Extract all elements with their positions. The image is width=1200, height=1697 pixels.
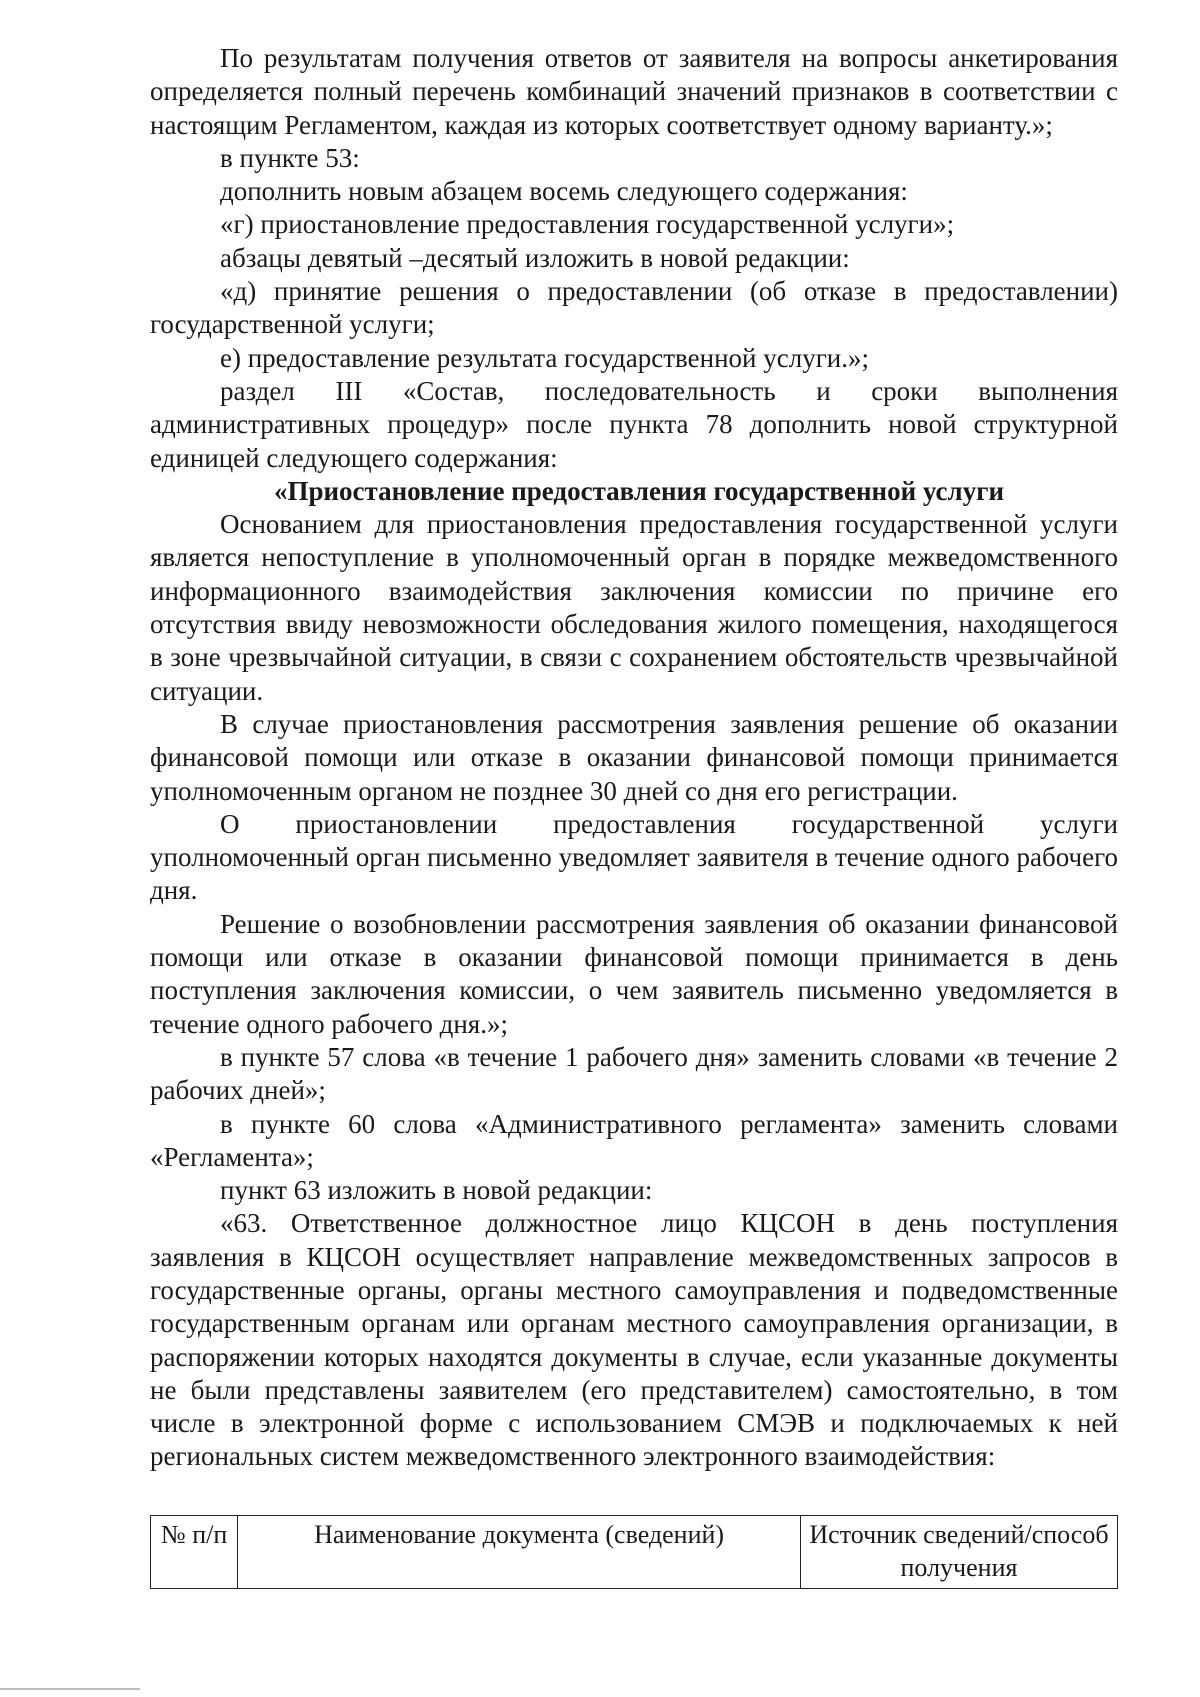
paragraph: Основанием для приостановления предоставления государственной услуги является непоступление в уполномоченный орган в порядке межведомственного информационного взаимодействия заключения комиссии по причине его отсутствия ввиду невозможности обследования жилого помещения, находящегося в зоне чрезвычайной ситуации, в связи с сохранением обстоятельств чрезвычайной ситуации. (150, 509, 1118, 706)
paragraph: «д) принятие решения о предоставлении (об отказе в предоставлении) государственной услуги; (150, 276, 1118, 340)
column-source-header: Источник сведений/способ получения (800, 1516, 1117, 1589)
column-number-header: № п/п (151, 1516, 238, 1589)
paragraph: в пункте 53: (220, 142, 360, 173)
paragraph: «г) приостановление предоставления государственной услуги»; (220, 209, 955, 240)
documents-table (150, 1515, 1118, 1589)
paragraph: е) предоставление результата государственной услуги.»; (220, 342, 869, 373)
paragraph: абзацы девятый –десятый изложить в новой редакции: (220, 242, 850, 273)
section-heading: «Приостановление предоставления государственной услуги (273, 475, 1005, 506)
document-body (150, 42, 1118, 1474)
paragraph: В случае приостановления рассмотрения заявления решение об оказании финансовой помощи или отказе в оказании финансовой помощи принимается уполномоченным органом не позднее 30 дней со дня его регистрации. (150, 708, 1118, 806)
paragraph: раздел III «Состав, последовательность и сроки выполнения административных процедур» после пункта 78 дополнить новой структурной единицей следующего содержания: (150, 375, 1118, 473)
table-header-row (151, 1516, 1118, 1589)
paragraph: в пункте 57 слова «в течение 1 рабочего дня» заменить словами «в течение 2 рабочих дней»; (150, 1041, 1118, 1106)
paragraph: в пункте 60 слова «Административного регламента» заменить словами «Регламента»; (150, 1108, 1118, 1172)
paragraph: дополнить новым абзацем восемь следующего содержания: (220, 176, 908, 207)
paragraph: «63. Ответственное должностное лицо КЦСОН в день поступления заявления в КЦСОН осуществляет направление межведомственных запросов в государственные органы, органы местного самоуправления и подведомственные государственным органам или органам местного самоуправления организации, в распоряжении которых находятся документы в случае, если указанные документы не были представлены заявителем (его представителем) самостоятельно, в том числе в электронной форме с использованием СМЭВ и подключаемых к ней региональных систем межведомственного электронного взаимодействия: (150, 1208, 1118, 1472)
paragraph: О приостановлении предоставления государственной услуги уполномоченный орган письменно уведомляет заявителя в течение одного рабочего дня. (150, 808, 1118, 906)
scan-edge-mark (0, 1688, 140, 1690)
paragraph: пункт 63 изложить в новой редакции: (220, 1175, 653, 1206)
paragraph: По результатам получения ответов от заявителя на вопросы анкетирования определяется полный перечень комбинаций значений признаков в соответствии с настоящим Регламентом, каждая из которых соответствует одному варианту.»; (150, 43, 1118, 140)
paragraph: Решение о возобновлении рассмотрения заявления об оказании финансовой помощи или отказе в оказании финансовой помощи принимается в день поступления заключения комиссии, о чем заявитель письменно уведомляется в течение одного рабочего дня.»; (150, 908, 1118, 1039)
column-document-name-header: Наименование документа (сведений) (238, 1516, 801, 1589)
